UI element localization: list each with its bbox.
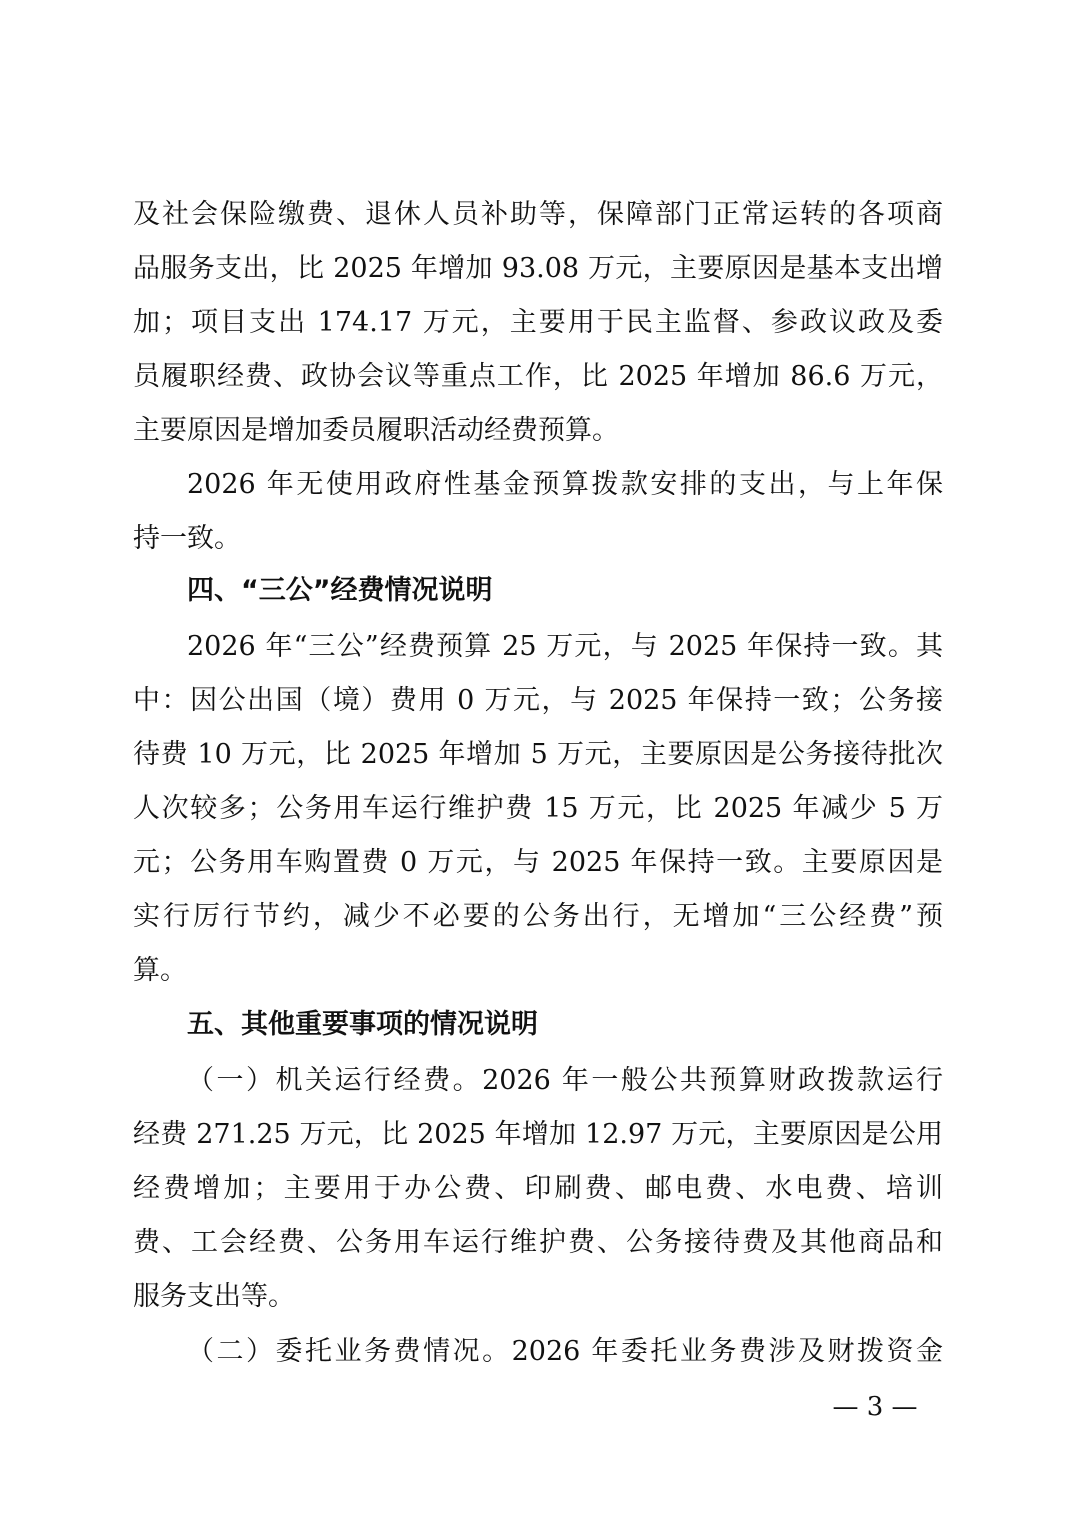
text-line: 2026 年无使用政府性基金预算拨款安排的支出，与上年保 [187, 469, 943, 500]
section-heading-three-public-expenses: 四、“三公”经费情况说明 [187, 575, 493, 606]
text-line: 2026 年“三公”经费预算 25 万元，与 2025 年保持一致。其 [187, 631, 943, 662]
text-line: 主要原因是增加委员履职活动经费预算。 [133, 415, 619, 446]
text-line: 中：因公出国（境）费用 0 万元，与 2025 年保持一致；公务接 [133, 685, 943, 716]
text-line: （二）委托业务费情况。2026 年委托业务费涉及财拨资金 [187, 1336, 943, 1367]
text-line: 人次较多；公务用车运行维护费 15 万元，比 2025 年减少 5 万 [133, 793, 943, 824]
text-line: （一）机关运行经费。2026 年一般公共预算财政拨款运行 [187, 1065, 943, 1096]
page-number: — 3 — [832, 1392, 918, 1422]
text-line: 加；项目支出 174.17 万元，主要用于民主监督、参政议政及委 [133, 307, 943, 338]
text-line: 及社会保险缴费、退休人员补助等，保障部门正常运转的各项商 [133, 199, 943, 230]
text-line: 算。 [133, 955, 187, 986]
text-line: 元；公务用车购置费 0 万元，与 2025 年保持一致。主要原因是 [133, 847, 943, 878]
text-line: 经费增加；主要用于办公费、印刷费、邮电费、水电费、培训 [133, 1173, 943, 1204]
text-line: 实行厉行节约，减少不必要的公务出行，无增加“三公经费”预 [133, 901, 943, 932]
text-line: 经费 271.25 万元，比 2025 年增加 12.97 万元，主要原因是公用 [133, 1119, 943, 1150]
text-line: 持一致。 [133, 523, 241, 554]
text-line: 品服务支出，比 2025 年增加 93.08 万元，主要原因是基本支出增 [133, 253, 943, 284]
text-line: 费、工会经费、公务用车运行维护费、公务接待费及其他商品和 [133, 1227, 943, 1258]
text-line: 员履职经费、政协会议等重点工作，比 2025 年增加 86.6 万元， [133, 361, 943, 392]
text-line: 服务支出等。 [133, 1281, 295, 1312]
section-heading-other-important-matters: 五、其他重要事项的情况说明 [187, 1009, 538, 1040]
text-line: 待费 10 万元，比 2025 年增加 5 万元，主要原因是公务接待批次 [133, 739, 943, 770]
